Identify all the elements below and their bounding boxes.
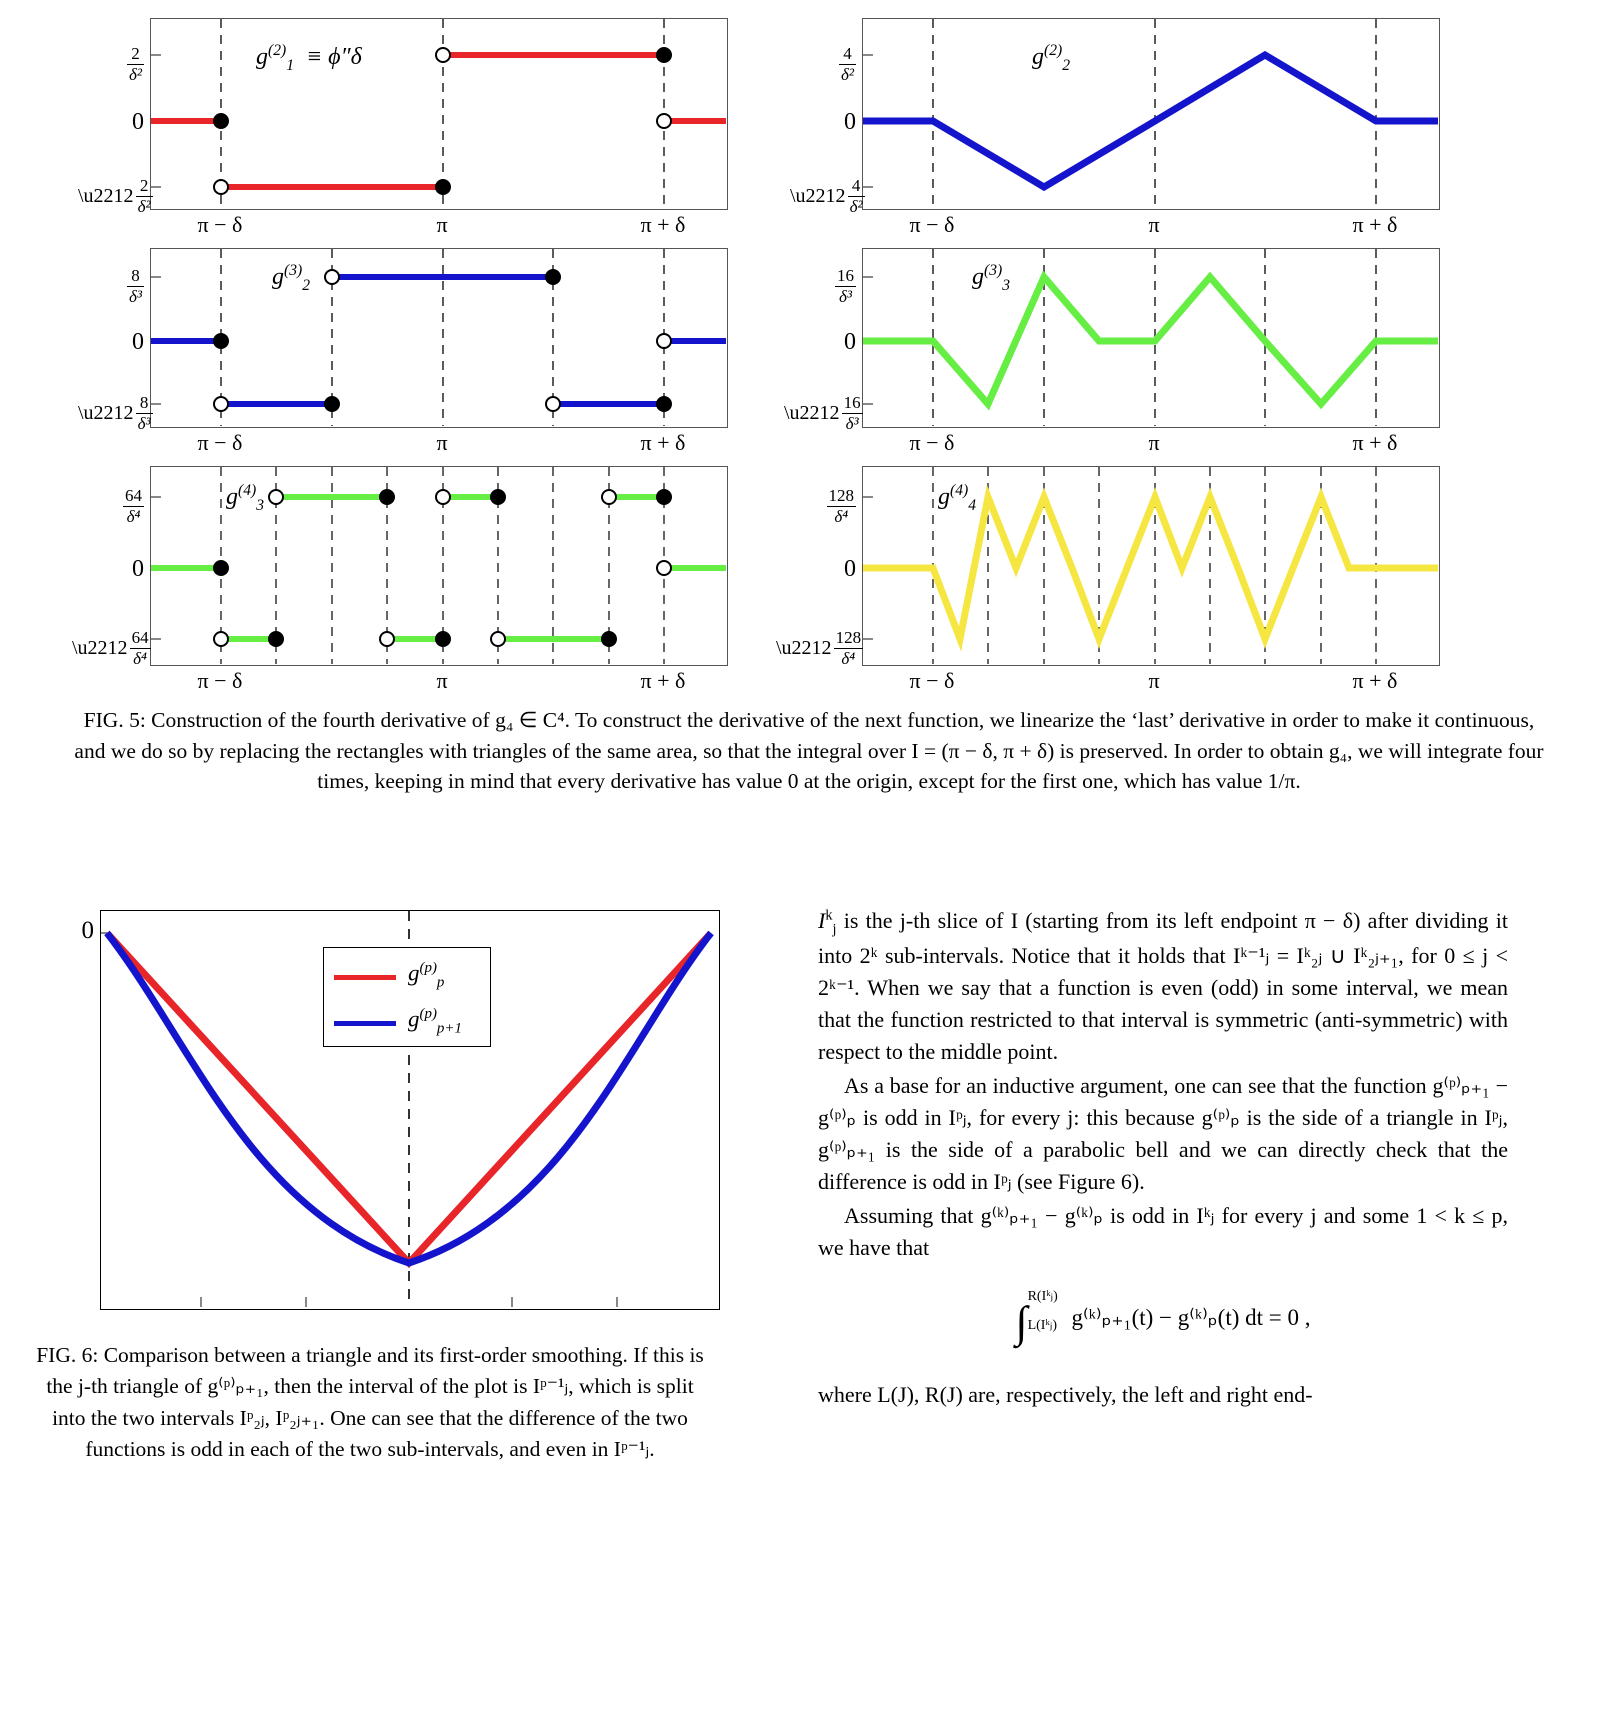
figure-5-caption: FIG. 5: Construction of the fourth derivative of g₄ ∈ C⁴. To construct the derivative of the next function, we linearize the ‘last’ derivative in order to make it continuous, and we do so by replacing the rectangles with triangles of the same area, so that the integral over I = (π − δ, π + δ) is preserved. In order to obtain g₄, we will integrate four times, keeping in mind that every derivative has value 0 at the origin, except for the first one, which has value 1/π. [74,708,1544,794]
y-tick-bottom-den: δ³ [845,413,859,433]
y-tick-bottom-num: 128 [835,628,862,647]
curve-label-sub: 3 [1002,276,1010,294]
curve-label-base: g [972,264,984,290]
legend-label-sup-1: (p) [419,1006,437,1022]
y-tick-top [804,44,856,84]
legend-label-sup-0: (p) [419,960,437,976]
curve-label-g1-2 [256,42,362,75]
y-tick-zero: 0 [132,329,144,355]
plot-frame [862,18,1440,210]
curve-label-sup: (2) [1044,42,1063,59]
y-tick-top [800,266,856,306]
curve-label-base: g [1032,44,1044,70]
y-tick-bottom: \u2212 $\frac{64}{\text{δ⁴}}$ [72,628,149,668]
figure-6-plot-frame [100,910,720,1310]
y-tick-bottom-num: 2 [136,176,153,197]
y-tick-bottom-num: 8 [136,393,153,414]
display-equation [818,1290,1508,1355]
plot-curve-g1-2 [151,19,726,208]
legend-label-sub-0: p [436,974,445,991]
x-tick-right: π + δ [1352,668,1398,693]
curve-label-sup: (3) [984,262,1003,279]
y-tick-bottom-num: 16 [843,393,861,412]
x-tick-left: π − δ [909,668,955,693]
x-tick-mid: π [1148,430,1160,455]
y-tick-zero: 0 [844,556,856,582]
integral-lower-limit: L(Iᵏⱼ) [1027,1317,1057,1333]
y-tick-top [792,486,856,526]
paragraph-2-text: As a base for an inductive argument, one can see that the function g⁽ᵖ⁾ₚ₊₁ − g⁽ᵖ⁾ₚ is odd in Iᵖⱼ, for every j: this because g⁽ᵖ⁾ₚ is the side of a triangle in Iᵖⱼ, g⁽ᵖ⁾ₚ₊₁ is the side of a parabolic bell and we can directly check that the difference is odd in Iᵖⱼ (see Figure 6). [818,1073,1508,1195]
curve-label-sub: 3 [256,496,264,514]
curve-label-sup: (3) [284,262,303,279]
paragraph-1-text: is the j-th slice of I (starting from its left endpoint π − δ) after dividing it into 2ᵏ sub-intervals. Notice that it holds that Iᵏ⁻¹ⱼ = Iᵏ₂ⱼ ∪ Iᵏ₂ⱼ₊₁, for 0 ≤ j < 2ᵏ⁻¹. When we say that a function is even (odd) in some interval, we mean that the function restricted to that interval is symmetric (anti-symmetric) with respect to the middle point. [818,908,1508,1065]
figure5-panel-6 [776,466,1440,693]
y-tick-bottom-num: 64 [131,628,149,647]
x-tick-left: π − δ [197,430,243,455]
y-tick-top-num: 2 [127,44,144,65]
y-tick-zero: 0 [132,109,144,135]
integral-icon: ∫ [1015,1297,1028,1347]
curve-label-sub: 4 [968,496,976,514]
x-tick-right: π + δ [640,212,686,237]
curve-label-sup: (2) [268,42,287,59]
x-tick-left: π − δ [197,668,243,693]
plot-curve-g2-3 [151,249,726,426]
y-tick-bottom: \u2212 $\frac{4}{\text{δ²}}$ [790,176,863,216]
x-tick-mid: π [436,668,448,693]
x-tick-right: π + δ [1352,430,1398,455]
x-tick-left: π − δ [197,212,243,237]
figure5-panel-5 [72,466,728,693]
paragraph-2 [818,1070,1508,1198]
legend-label-sub-1: p+1 [436,1020,462,1037]
figure-6-caption: FIG. 6: Comparison between a triangle and its first-order smoothing. If this is the j-th triangle of g⁽ᵖ⁾ₚ₊₁, then the interval of the plot is Iᵖ⁻¹ⱼ, which is split into the two intervals Iᵖ₂ⱼ, Iᵖ₂ⱼ₊₁. One can see that the difference of the two functions is odd in each of the two sub-intervals, and even in Iᵖ⁻¹ⱼ. [36,1343,704,1462]
curve-label-extra: ≡ ϕ″δ [305,44,362,70]
figure5-panel-1 [78,18,728,237]
plot-frame [862,248,1440,428]
y-tick-top-den: δ⁴ [834,506,849,526]
y-tick-top-den: δ² [129,64,142,84]
y-tick-bottom-num: 4 [848,176,865,197]
x-tick-mid: π [436,212,448,237]
y-tick-top [88,486,144,526]
y-tick-top-num: 4 [839,44,856,65]
x-tick-right: π + δ [640,430,686,455]
x-tick-left: π − δ [909,430,955,455]
legend-label-base-1: g [408,1006,420,1032]
y-tick-zero: 0 [844,109,856,135]
legend-label-1 [408,1006,462,1037]
x-tick-right: π + δ [640,668,686,693]
y-tick-bottom: \u2212 $\frac{128}{\text{δ⁴}}$ [776,628,862,668]
legend-swatch-line-1 [334,1021,396,1026]
x-tick-left: π − δ [909,212,955,237]
plot-frame [150,248,728,428]
right-column-text [818,905,1508,1413]
curve-label-sub: 2 [302,276,310,294]
figure-6 [81,910,720,1310]
y-tick-top-den: δ³ [129,286,142,306]
y-tick-top [92,266,144,306]
plot-curve-g2-2 [863,19,1438,208]
plot-frame [150,18,728,210]
y-tick-top-num: 64 [125,486,142,505]
plot-curve-g3-3 [863,249,1438,426]
y-tick-top-num: 16 [837,266,854,285]
y-tick-bottom-den: δ² [849,196,863,216]
legend-label-base-0: g [408,960,420,986]
legend-entry-0 [334,956,482,996]
figure5-panel-2 [790,18,1440,237]
y-tick-bottom: \u2212 $\frac{16}{\text{δ³}}$ [784,393,861,433]
paragraph-4 [818,1379,1508,1411]
y-tick-top-num: 128 [828,486,854,505]
curve-label-base: g [226,484,238,510]
y-tick-zero: 0 [844,329,856,355]
y-tick-bottom-den: δ⁴ [133,648,147,668]
curve-label-base: g [272,264,284,290]
paragraph-3 [818,1200,1508,1264]
y-tick-bottom: \u2212 $\frac{8}{\text{δ³}}$ [78,393,151,433]
x-tick-mid: π [1148,668,1160,693]
paragraph-1-lead: I [818,908,826,933]
y-tick-top-den: δ⁴ [126,506,141,526]
curve-label-sup: (4) [950,482,969,499]
legend-entry-1 [334,1002,482,1042]
y-tick-bottom-den: δ³ [137,413,151,433]
legend-label-0 [408,960,444,991]
figure5-panel-3 [78,248,728,455]
figure-6-y-zero: 0 [81,917,94,944]
curve-label-g3-3 [972,262,1010,295]
figure-6-legend [323,947,491,1047]
curve-label-sub: 1 [286,56,294,74]
y-tick-top-num: 8 [127,266,144,287]
curve-label-g3-4 [226,482,264,515]
figure5-panel-4 [784,248,1440,455]
curve-label-sub: 2 [1062,56,1070,74]
y-tick-bottom-den: δ⁴ [841,648,856,668]
figure-5 [0,0,1616,693]
integral-limits [1028,1290,1058,1333]
integral-upper-limit: R(Iᵏⱼ) [1027,1289,1058,1305]
curve-label-g2-3 [272,262,310,295]
y-tick-zero: 0 [132,556,144,582]
curve-label-base: g [256,44,268,70]
curve-label-g4-4 [938,482,976,515]
y-tick-top [92,44,144,84]
y-tick-bottom: \u2212 $\frac{2}{\text{δ²}}$ [78,176,151,216]
paragraph-1: $I^k_j$ is the j-th slice of I (starting from its left endpoint π − δ) after dividing it into 2ᵏ sub-intervals. Notice that it holds that Iᵏ⁻¹ⱼ = Iᵏ₂ⱼ ∪ Iᵏ₂ⱼ₊₁, for 0 ≤ j < 2ᵏ⁻¹. When we say that a function is even (odd) in some interval, we mean that the function restricted to that interval is symmetric (anti-symmetric) with respect to the middle point. [818,907,1508,1065]
curve-label-base: g [938,484,950,510]
curve-label-sup: (4) [238,482,257,499]
y-tick-bottom-den: δ² [137,196,151,216]
legend-swatch-line-0 [334,975,396,980]
paragraph-3-text: Assuming that g⁽ᵏ⁾ₚ₊₁ − g⁽ᵏ⁾ₚ is odd in Iᵏⱼ for every j and some 1 < k ≤ p, we have that [818,1203,1508,1261]
curve-label-g2-2 [1032,42,1070,75]
x-tick-right: π + δ [1352,212,1398,237]
y-tick-top-den: δ² [841,64,854,84]
x-tick-mid: π [436,430,448,455]
x-tick-mid: π [1148,212,1160,237]
paragraph-4-text: where L(J), R(J) are, respectively, the left and right end- [818,1381,1313,1407]
y-tick-top-den: δ³ [839,286,852,306]
integral-body: g⁽ᵏ⁾ₚ₊₁(t) − g⁽ᵏ⁾ₚ(t) dt = 0 , [1071,1304,1311,1330]
